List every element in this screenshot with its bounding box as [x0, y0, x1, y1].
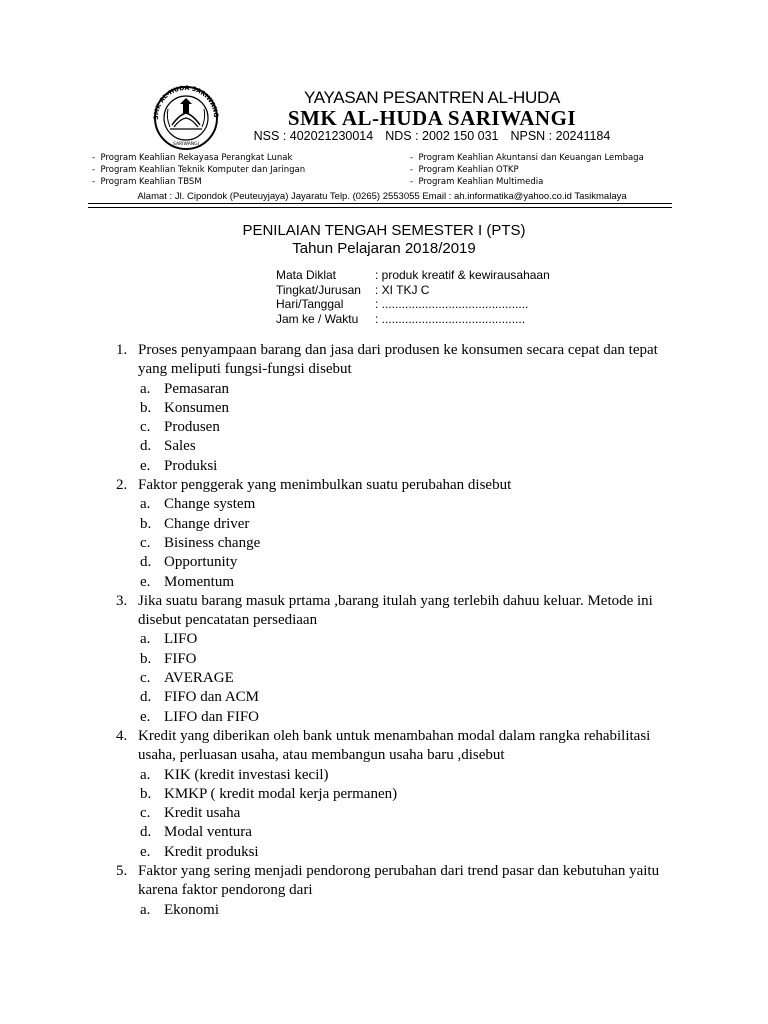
- answer-options: [140, 766, 676, 862]
- option-letter: c.: [140, 670, 151, 687]
- question-item: [116, 341, 676, 476]
- option-letter: d.: [140, 824, 152, 841]
- header-divider: [88, 203, 672, 204]
- question-text: Jika suatu barang masuk prtama ,barang itulah yang terlebih dahuu keluar. Metode ini disebut pencatatan persediaan: [138, 592, 653, 629]
- option-text: FIFO: [164, 650, 197, 667]
- program-item: - Program Keahlian Rekayasa Perangkat Lunak: [92, 152, 305, 164]
- answer-option: [140, 785, 676, 804]
- option-letter: b.: [140, 399, 152, 416]
- option-text: Kredit usaha: [164, 805, 241, 822]
- answer-option: [140, 630, 676, 649]
- option-text: LIFO: [164, 631, 198, 648]
- option-letter: d.: [140, 689, 152, 706]
- question-item: [116, 476, 676, 592]
- option-letter: e.: [140, 457, 151, 474]
- question-stem: [116, 341, 676, 380]
- question-text: Proses penyampaan barang dan jasa dari produsen ke konsumen secara cepat dan tepat yang meliputi fungsi-fungsi disebut: [138, 342, 658, 378]
- meta-value: : XI TKJ C: [375, 282, 430, 297]
- option-letter: c.: [140, 534, 151, 551]
- answer-option: [140, 804, 676, 823]
- option-letter: a.: [140, 496, 151, 513]
- option-text: Produksi: [164, 457, 218, 474]
- option-letter: b.: [140, 650, 152, 667]
- meta-value: : ...........................................: [375, 311, 526, 326]
- option-text: Produsen: [164, 419, 220, 436]
- answer-option: [140, 495, 676, 514]
- question-stem: [116, 727, 676, 766]
- answer-option: [140, 708, 676, 727]
- answer-option: [140, 688, 676, 707]
- question-list: [116, 341, 676, 920]
- question-stem: [116, 476, 676, 495]
- meta-row: [276, 297, 550, 312]
- answer-option: [140, 437, 676, 456]
- option-letter: e.: [140, 708, 151, 725]
- question-number: 3.: [116, 592, 128, 609]
- npsn: NPSN : 20241184: [510, 129, 611, 143]
- option-text: Opportunity: [164, 554, 238, 571]
- option-text: Sales: [164, 438, 196, 455]
- program-item: - Program Keahlian TBSM: [92, 176, 305, 188]
- answer-option: [140, 515, 676, 534]
- answer-option: [140, 380, 676, 399]
- option-text: KIK (kredit investasi kecil): [164, 766, 329, 783]
- option-letter: a.: [140, 631, 151, 648]
- question-number: 4.: [116, 727, 128, 744]
- option-letter: d.: [140, 554, 152, 571]
- question-text: Kredit yang diberikan oleh bank untuk menambahan modal dalam rangka rehabilitasi usaha, perluasan usaha, atau membangun usaha baru ,disebut: [138, 727, 651, 764]
- option-text: Change driver: [164, 515, 250, 532]
- answer-option: [140, 399, 676, 418]
- option-letter: a.: [140, 380, 151, 397]
- option-text: Konsumen: [164, 399, 229, 416]
- answer-option: [140, 418, 676, 437]
- question-item: [116, 592, 676, 727]
- option-letter: e.: [140, 573, 151, 590]
- answer-option: [140, 534, 676, 553]
- option-text: Pemasaran: [164, 380, 229, 397]
- header-divider-thin: [88, 207, 672, 208]
- answer-options: [140, 495, 676, 591]
- option-text: AVERAGE: [164, 670, 234, 687]
- question-stem: [116, 592, 676, 631]
- svg-text:SMK AL-HUDA SARIWANGI: SMK AL-HUDA SARIWANG: [152, 85, 220, 120]
- meta-key: Hari/Tanggal: [276, 297, 344, 311]
- option-text: LIFO dan FIFO: [164, 708, 260, 725]
- answer-option: [140, 573, 676, 592]
- svg-text:SARIWANGI: SARIWANGI: [173, 142, 199, 147]
- question-stem: [116, 862, 676, 901]
- question-item: [116, 727, 676, 862]
- question-number: 1.: [116, 342, 128, 358]
- foundation-name: YAYASAN PESANTREN AL-HUDA: [303, 88, 561, 107]
- answer-option: [140, 766, 676, 785]
- school-address: Alamat : Jl. Cipondok (Peuteuyjaya) Jayaratu Telp. (0265) 2553055 Email : ah.informatika@yahoo.co.id Tasikmalaya: [137, 191, 627, 202]
- question-text: Faktor penggerak yang menimbulkan suatu perubahan disebut: [138, 477, 512, 494]
- question-number: 5.: [116, 863, 128, 880]
- question-text: Faktor yang sering menjadi pendorong perubahan dari trend pasar dan kebutuhan yaitu karena faktor pendorong dari: [138, 863, 660, 899]
- answer-option: [140, 901, 676, 920]
- question-number: 2.: [116, 477, 128, 494]
- program-item: - Program Keahlian Multimedia: [410, 176, 644, 188]
- option-letter: b.: [140, 515, 152, 532]
- answer-options: [140, 901, 676, 920]
- option-text: Bisiness change: [164, 534, 261, 551]
- meta-key: Jam ke / Waktu: [276, 311, 359, 326]
- option-text: FIFO dan ACM: [164, 689, 260, 706]
- option-text: KMKP ( kredit modal kerja permanen): [164, 785, 398, 802]
- option-letter: d.: [140, 438, 152, 455]
- nds: NDS : 2002 150 031: [385, 129, 499, 143]
- meta-key: Tingkat/Jurusan: [276, 282, 361, 297]
- school-logo: [146, 85, 226, 151]
- question-item: [116, 862, 676, 920]
- answer-option: [140, 553, 676, 572]
- exam-year: Tahun Pelajaran 2018/2019: [292, 240, 476, 257]
- meta-key: Mata Diklat: [276, 268, 337, 282]
- option-letter: c.: [140, 419, 151, 436]
- option-text: Modal ventura: [164, 824, 252, 841]
- meta-value: : produk kreatif & kewirausahaan: [375, 268, 550, 282]
- option-letter: a.: [140, 901, 151, 918]
- answer-option: [140, 823, 676, 842]
- answer-option: [140, 650, 676, 669]
- option-text: Kredit produksi: [164, 843, 259, 860]
- exam-meta: [276, 268, 550, 326]
- meta-row: [276, 283, 550, 298]
- school-name: SMK AL-HUDA SARIWANGI: [287, 106, 577, 130]
- exam-title: PENILAIAN TENGAH SEMESTER I (PTS): [242, 222, 526, 239]
- option-letter: e.: [140, 843, 151, 860]
- option-letter: c.: [140, 805, 151, 822]
- program-item: - Program Keahlian Akuntansi dan Keuangan Lembaga: [410, 152, 644, 164]
- option-text: Change system: [164, 496, 256, 513]
- meta-value: : ............................................: [375, 297, 529, 311]
- option-letter: a.: [140, 766, 151, 783]
- program-item: - Program Keahlian OTKP: [410, 164, 644, 176]
- answer-options: [140, 380, 676, 476]
- nss: NSS : 402021230014: [253, 129, 374, 143]
- school-codes: [232, 129, 632, 143]
- program-item: - Program Keahlian Teknik Komputer dan Jaringan: [92, 164, 305, 176]
- answer-options: [140, 630, 676, 726]
- programs-right: [410, 152, 644, 188]
- option-text: Ekonomi: [164, 901, 219, 918]
- meta-row: [276, 312, 550, 327]
- answer-option: [140, 843, 676, 862]
- meta-row: [276, 268, 550, 283]
- answer-option: [140, 457, 676, 476]
- answer-option: [140, 669, 676, 688]
- option-text: Momentum: [164, 573, 234, 590]
- option-letter: b.: [140, 785, 152, 802]
- programs-left: [92, 152, 305, 188]
